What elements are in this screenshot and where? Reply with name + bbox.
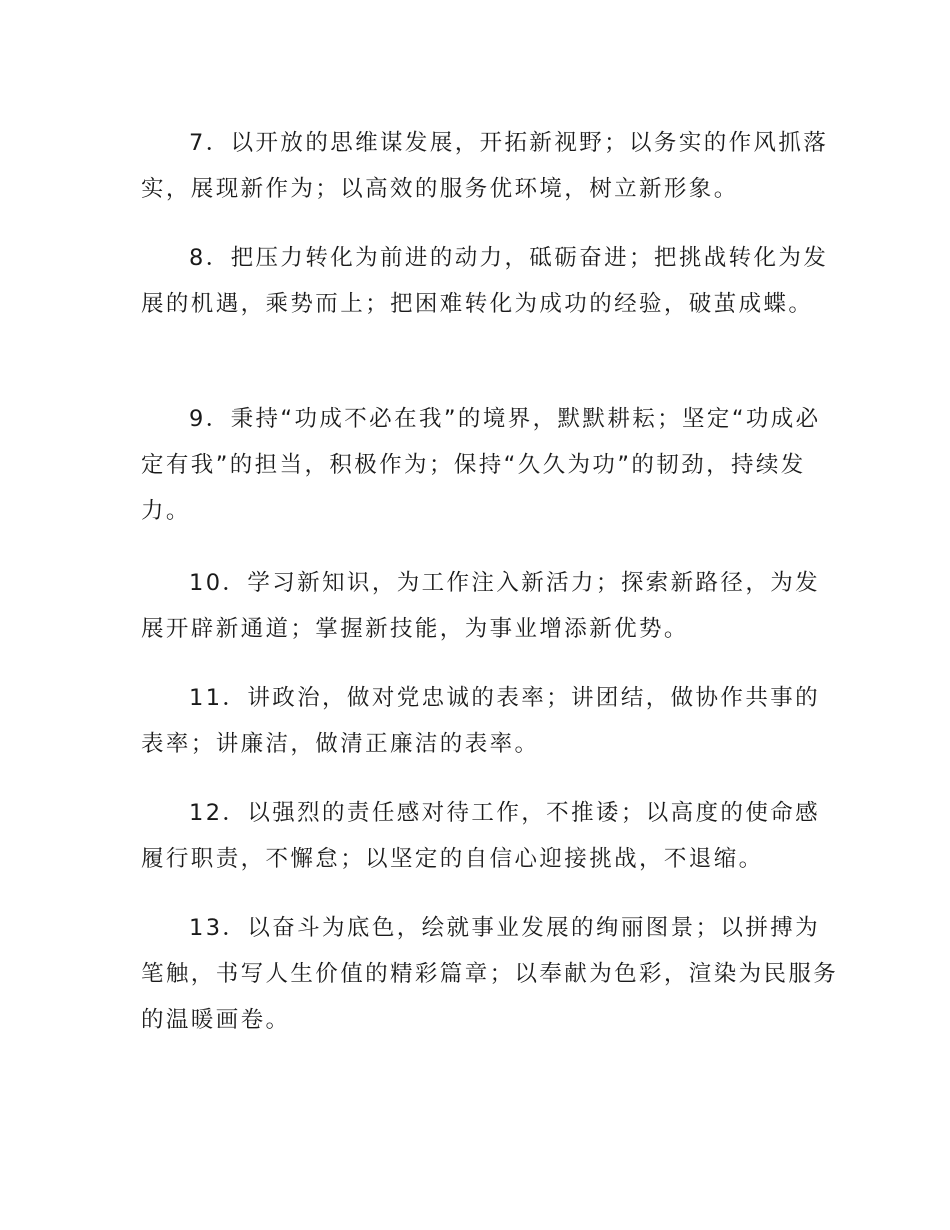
paragraph-12: 12．以强烈的责任感对待工作，不推诿；以高度的使命感履行职责，不懈怠；以坚定的自信心迎接挑战，不退缩。 [141, 800, 821, 872]
paragraph-11: 11．讲政治，做对党忠诚的表率；讲团结，做协作共事的表率；讲廉洁，做清正廉洁的表率。 [141, 685, 821, 757]
paragraph-7: 7．以开放的思维谋发展，开拓新视野；以务实的作风抓落实，展现新作为；以高效的服务优环境，树立新形象。 [141, 130, 829, 202]
paragraph-8: 8．把压力转化为前进的动力，砥砺奋进；把挑战转化为发展的机遇，乘势而上；把困难转化为成功的经验，破茧成蝶。 [141, 245, 829, 317]
paragraph-10: 10．学习新知识，为工作注入新活力；探索新路径，为发展开辟新通道；掌握新技能，为事业增添新优势。 [141, 570, 821, 642]
paragraph-13: 13．以奋斗为底色，绘就事业发展的绚丽图景；以拼搏为笔触，书写人生价值的精彩篇章；以奉献为色彩，渲染为民服务的温暖画卷。 [141, 915, 839, 1033]
paragraph-9: 9．秉持“功成不必在我”的境界，默默耕耘；坚定“功成必定有我”的担当，积极作为；保持“久久为功”的韧劲，持续发力。 [141, 406, 821, 524]
